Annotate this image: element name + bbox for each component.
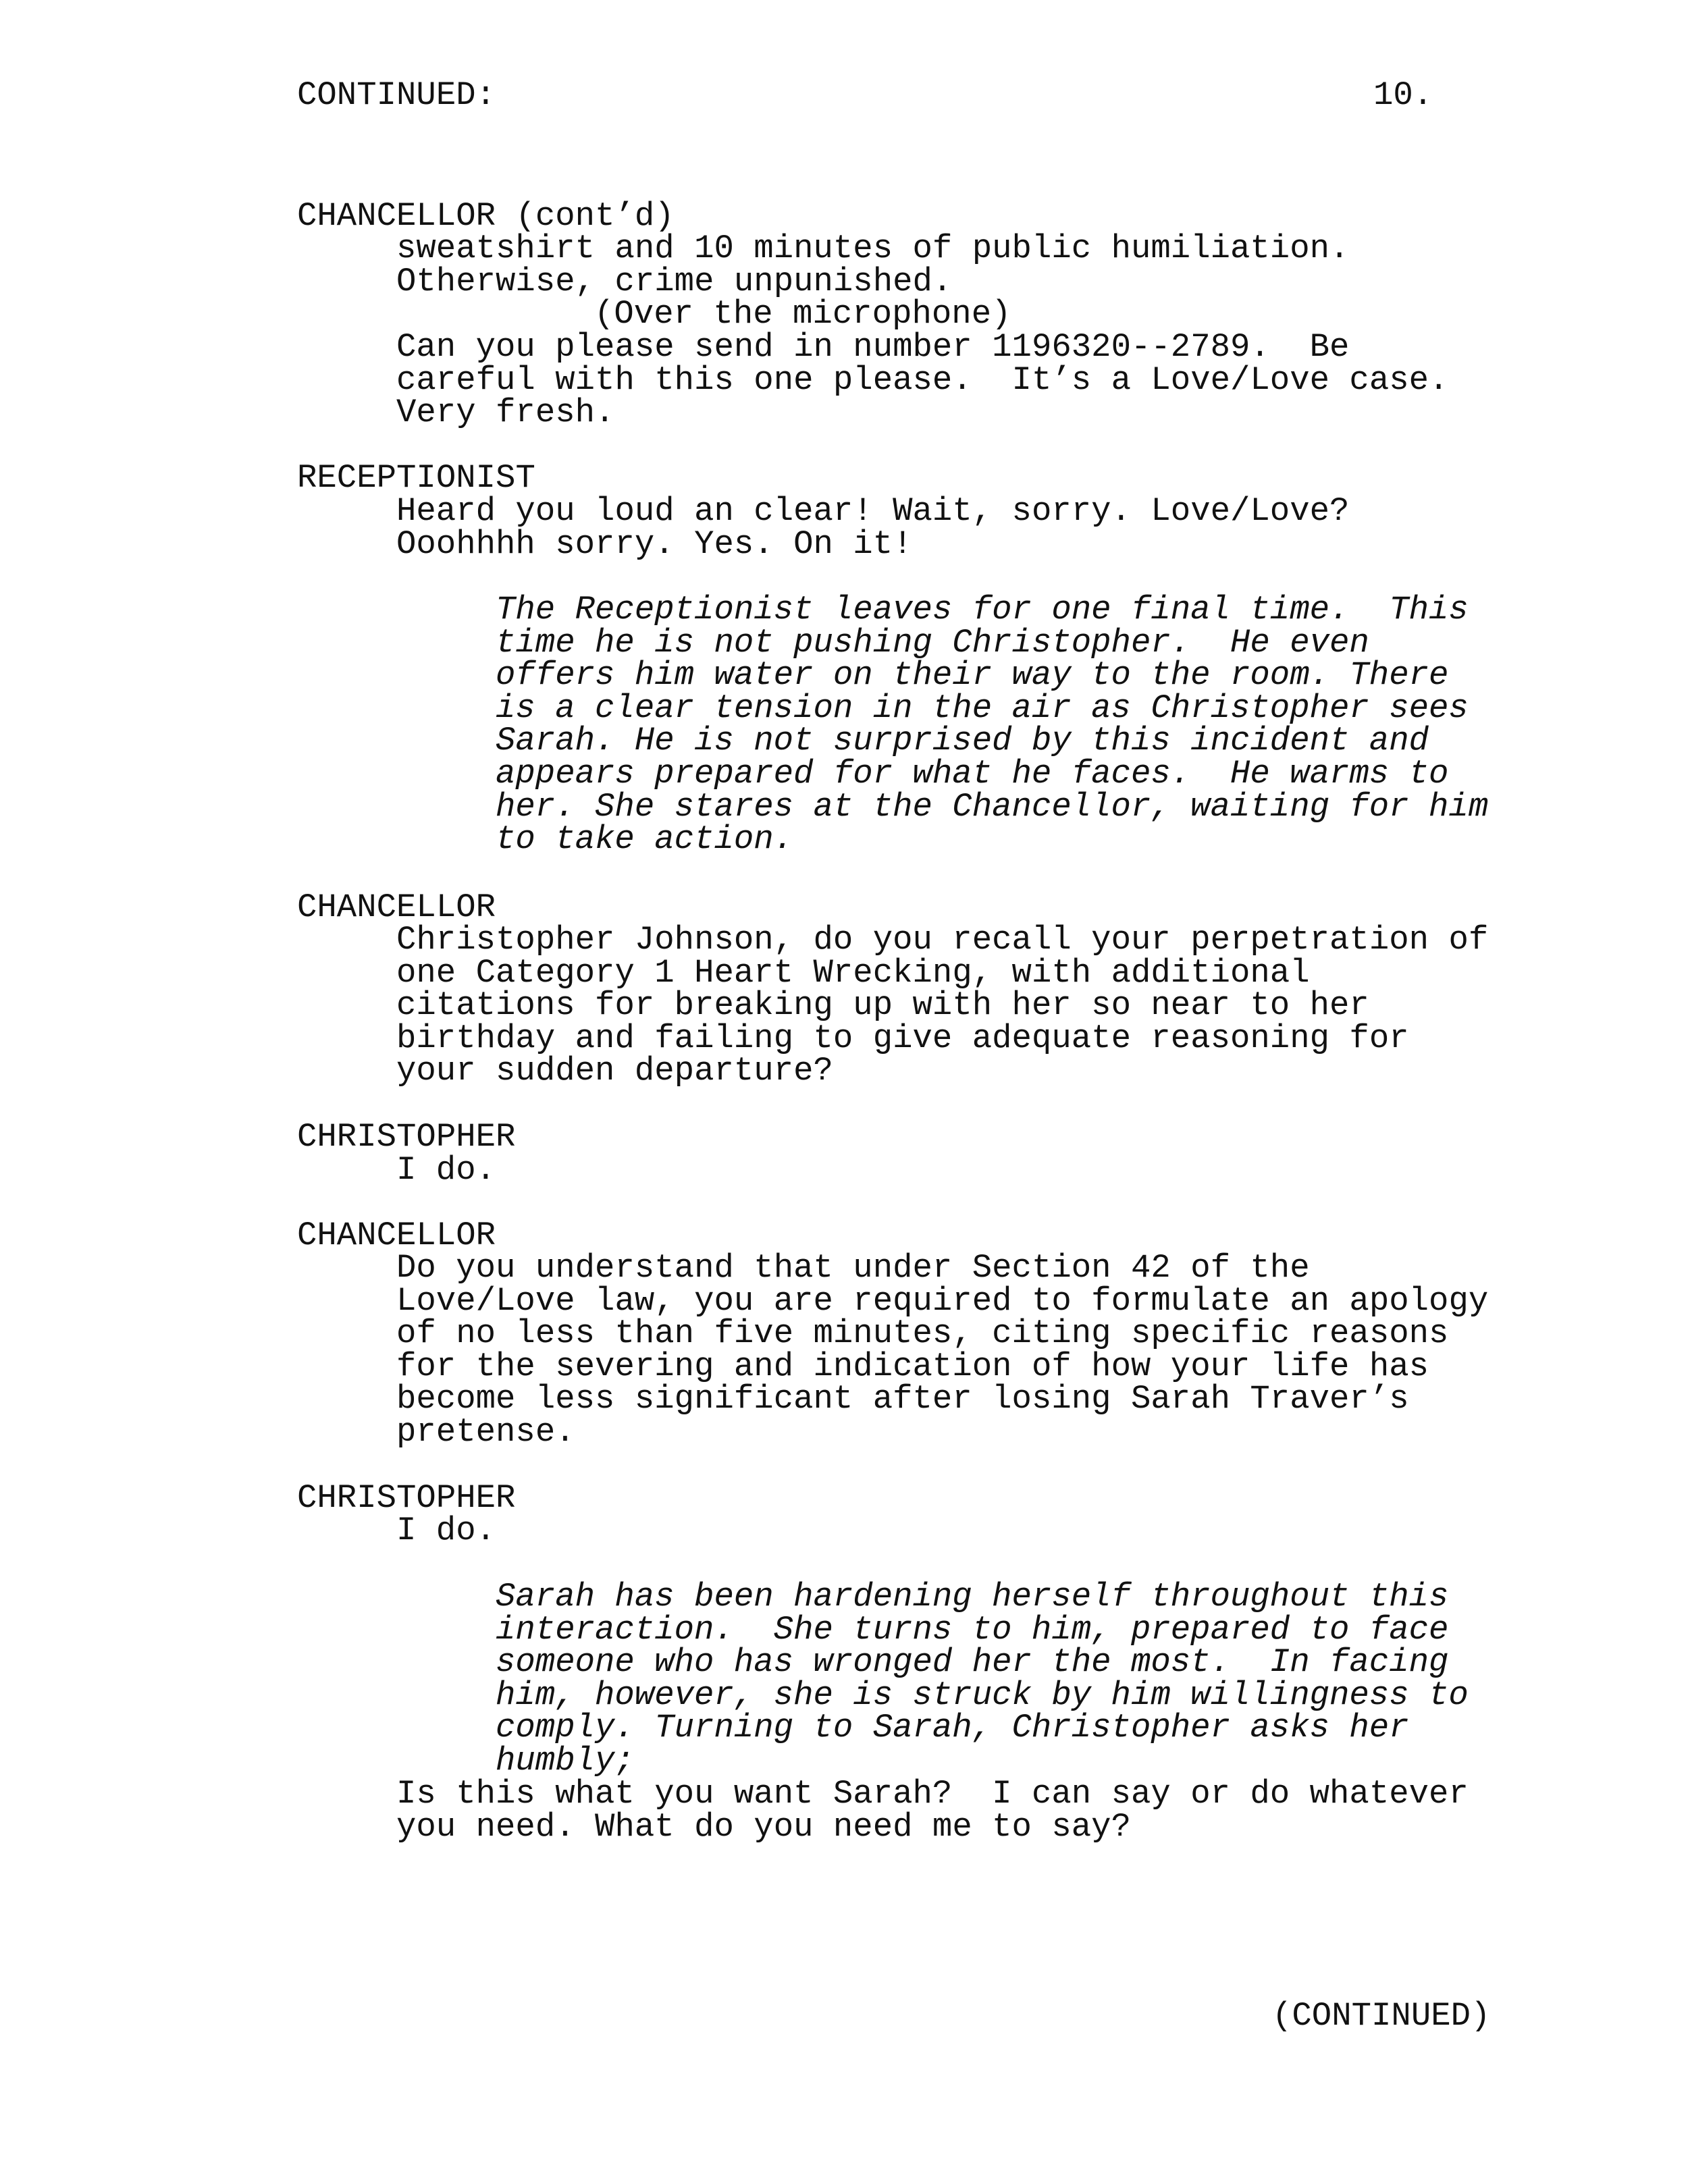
dialogue-text: sweatshirt and 10 minutes of public humiliation. Otherwise, crime unpunished. <box>396 230 1350 300</box>
character-name: RECEPTIONIST <box>297 459 535 497</box>
character-name: CHRISTOPHER <box>297 1479 516 1517</box>
character-name: CHANCELLOR <box>297 888 496 926</box>
character-name: CHRISTOPHER <box>297 1118 516 1156</box>
dialogue-text: Christopher Johnson, do you recall your perpetration of one Category 1 Heart Wrecking, with additional citations for breaking up with her so near to her birthday and failing to give adequate reasoning for your sudden departure? <box>396 921 1489 1090</box>
page-number: 10. <box>1373 76 1433 114</box>
dialogue-text: Do you understand that under Section 42 of the Love/Love law, you are required to formulate an apology of no less than five minutes, citing specific reasons for the severing and indication of how your life has become less significant after losing Sarah Traver’s pretense. <box>396 1249 1489 1451</box>
dialogue-text: Is this what you want Sarah? I can say or do whatever you need. What do you need me to say? <box>396 1775 1469 1846</box>
dialogue-text: I do. <box>396 1151 496 1189</box>
footer-continued-label: (CONTINUED) <box>1272 1997 1491 2035</box>
action-description: Sarah has been hardening herself throughout this interaction. She turns to him, prepared to face someone who has wronged her the most. In facing him, however, she is struck by him willingness to comply. Turning to Sarah, Christopher asks her humbly; <box>496 1578 1469 1780</box>
dialogue-text: I do. <box>396 1512 496 1549</box>
action-description: The Receptionist leaves for one final time. This time he is not pushing Christopher. He even offers him water on their way to the room. There is a clear tension in the air as Christopher sees Sarah. He is not surprised by this incident and appears prepared for what he faces. He warms to her. She stares at the Chancellor, waiting for him to take action. <box>496 591 1489 859</box>
character-name: CHANCELLOR <box>297 1217 496 1254</box>
dialogue-text: Heard you loud an clear! Wait, sorry. Love/Love? Ooohhhh sorry. Yes. On it! <box>396 492 1350 563</box>
character-name: CHANCELLOR (cont’d) <box>297 197 675 235</box>
header-continued-label: CONTINUED: <box>297 76 496 114</box>
dialogue-text: Can you please send in number 1196320--2789. Be careful with this one please. It’s a Love/Love case. Very fresh. <box>396 328 1449 432</box>
parenthetical: (Over the microphone) <box>594 295 1011 333</box>
